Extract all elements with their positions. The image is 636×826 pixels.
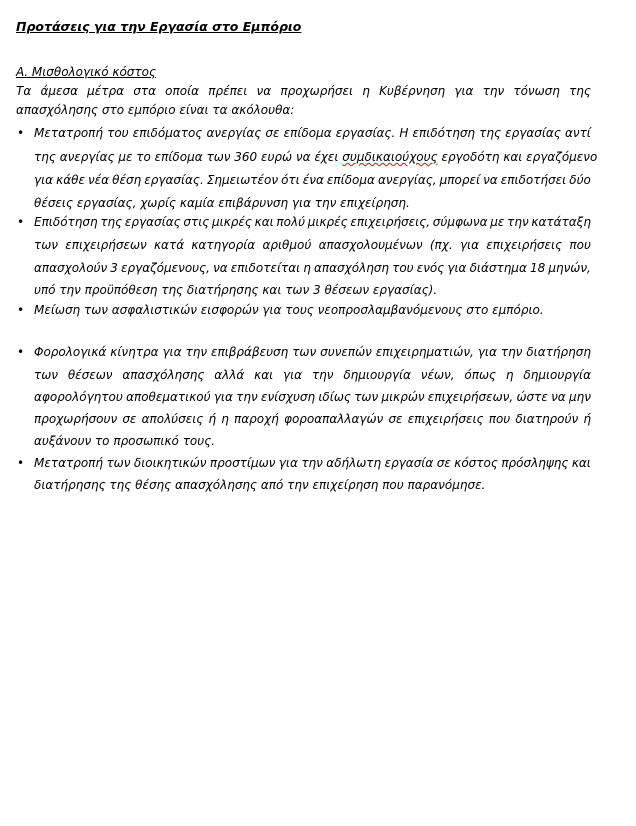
word: των — [34, 368, 58, 382]
word: να — [551, 390, 566, 404]
word: επιδοτήσει — [500, 173, 567, 187]
word: των — [106, 456, 131, 470]
word: η — [303, 261, 311, 275]
word: για — [283, 368, 303, 382]
word: 18 — [529, 261, 546, 275]
word: σε — [265, 126, 280, 140]
word: σε — [436, 456, 451, 470]
bullet-2-line-4: υπό την προϋπόθεση της διατήρησης και των 3 θέσεων εργασίας). — [34, 283, 438, 297]
word: αποθεματικού — [126, 390, 211, 404]
word: μέτρα — [87, 84, 125, 98]
word: όπως — [464, 368, 497, 382]
word: να — [483, 173, 498, 187]
word: ότι — [281, 173, 300, 187]
word: Μετατροπή — [34, 456, 103, 470]
word: ένα — [302, 173, 324, 187]
word: με — [490, 215, 505, 229]
word: δημιουργία — [343, 368, 411, 382]
word: στις — [183, 215, 210, 229]
word: την — [482, 84, 505, 98]
bullet-2-line-2 — [34, 236, 591, 254]
word: κάθε — [56, 173, 85, 187]
word: κατά — [153, 238, 185, 252]
word: απασχόλησης — [122, 368, 205, 382]
bullet-2-line-3 — [34, 259, 591, 277]
word: για — [278, 456, 298, 470]
word: δημιουργία — [523, 368, 591, 382]
bullet-marker: • — [17, 303, 25, 317]
word: του — [392, 261, 414, 275]
word: την — [301, 456, 323, 470]
word: του — [107, 126, 129, 140]
word: άμεσα — [40, 84, 78, 98]
word: αφορολόγητου — [34, 390, 123, 404]
bullet-marker: • — [17, 215, 25, 229]
word: επιχειρήσεις — [407, 412, 484, 426]
word: μηνών, — [548, 261, 591, 275]
word: να — [213, 261, 228, 275]
word: για — [213, 390, 233, 404]
bullet-1-line-3 — [34, 171, 591, 189]
bullet-5-line-2: διατήρησης της θέσης απασχόλησης από την επιχείρηση που παρανόμησε. — [34, 478, 486, 492]
bullet-5-line-1 — [34, 454, 591, 472]
word: αντί — [564, 126, 591, 140]
word: Επιδότηση — [34, 215, 98, 229]
word: την — [311, 368, 334, 382]
word: σε — [388, 412, 403, 426]
document-title: Προτάσεις για την Εργασία στο Εμπόριο — [16, 19, 302, 34]
word: εργασίας. — [335, 126, 396, 140]
word: πρέπει — [208, 84, 248, 98]
word: η — [505, 368, 514, 382]
word: επιβράβευση — [210, 345, 289, 359]
word: αδήλωτη — [326, 456, 382, 470]
word: θέσεων — [67, 368, 113, 382]
word: επιδοτείται — [230, 261, 301, 275]
word: διάστημα — [469, 261, 527, 275]
word: απολύσεις — [141, 412, 204, 426]
word: Η — [399, 126, 409, 140]
word: κίνητρα — [110, 345, 159, 359]
word: ανεργίας — [206, 126, 262, 140]
word: νέων, — [420, 368, 455, 382]
bullet-4-line-5: αυξάνουν το προσωπικό τους. — [34, 434, 216, 448]
word: που — [569, 238, 591, 252]
word: επιχειρήσεων, — [427, 390, 514, 404]
word: σύμφωνα — [432, 215, 488, 229]
word: κατάταξη — [531, 215, 591, 229]
bullet-4-line-1 — [34, 343, 591, 361]
bullet-4-line-2 — [34, 366, 591, 384]
intro-line-2: απασχόλησης στο εμπόριο είναι τα ακόλουθα: — [16, 103, 295, 117]
word: μικρές — [212, 215, 252, 229]
word: της — [569, 84, 591, 98]
bullet-1-line-2 — [34, 148, 597, 166]
word: τόνωση — [513, 84, 560, 98]
word: ή — [583, 412, 591, 426]
word: η — [221, 412, 229, 426]
bullet-4-line-4 — [34, 410, 591, 428]
word: ιδίως — [318, 390, 351, 404]
word: απασχόληση — [314, 261, 390, 275]
section-heading: Α. Μισθολογικό κόστος — [16, 65, 157, 79]
word: να — [256, 84, 272, 98]
word: που — [488, 412, 511, 426]
word: την — [236, 390, 258, 404]
word: απασχολούν — [34, 261, 108, 275]
word: στα — [133, 84, 156, 98]
word: για — [454, 84, 474, 98]
word: 3 — [110, 261, 118, 275]
word: για — [162, 345, 182, 359]
word: ώστε — [516, 390, 548, 404]
word: ενός — [416, 261, 445, 275]
word: για — [459, 238, 480, 252]
word: απασχολουμένων — [318, 238, 423, 252]
word: προχωρήσει — [280, 84, 354, 98]
word: και — [571, 456, 591, 470]
word: εργασία — [384, 456, 434, 470]
word: κόστος — [454, 456, 498, 470]
word: για — [447, 261, 467, 275]
word: προστίμων — [209, 456, 276, 470]
word: επιδότηση — [412, 126, 476, 140]
word: επίδομα — [326, 173, 375, 187]
word: επιχειρήσεις, — [350, 215, 431, 229]
word: για — [477, 345, 497, 359]
bullet-marker: • — [17, 456, 25, 470]
word: και — [254, 368, 274, 382]
word: Σημειωτέον — [206, 173, 279, 187]
word: επιχειρηματιών, — [375, 345, 474, 359]
word: προχωρήσουν — [34, 412, 118, 426]
word: παροχή — [234, 412, 279, 426]
word: αλλά — [214, 368, 245, 382]
word: μικρές — [307, 215, 348, 229]
bullet-marker: • — [17, 126, 25, 140]
word: των — [34, 238, 58, 252]
word: αριθμού — [262, 238, 312, 252]
word: η — [362, 84, 370, 98]
word: δύο — [569, 173, 591, 187]
word: την — [500, 345, 523, 359]
word: σε — [122, 412, 137, 426]
word: πολύ — [276, 215, 306, 229]
word: την — [507, 215, 529, 229]
bullet-1-line-4: θέσεις εργασίας, χωρίς καμία επιβάρυνση για την επιχείρηση. — [34, 196, 410, 210]
word: και — [254, 215, 274, 229]
word: διατηρούν — [515, 412, 579, 426]
word: φοροαπαλλαγών — [284, 412, 384, 426]
word: μπορεί — [439, 173, 481, 187]
word: ανεργίας, — [377, 173, 437, 187]
word: ενίσχυση — [260, 390, 316, 404]
word: (πχ. — [429, 238, 453, 252]
word: εργασίας — [505, 126, 561, 140]
misspelled-word: συμδικαιούχους — [342, 150, 438, 164]
word: θέση — [112, 173, 142, 187]
word: εργαζόμενους, — [121, 261, 210, 275]
word: της — [479, 126, 502, 140]
word: των — [292, 345, 317, 359]
word: πρόσληψης — [501, 456, 569, 470]
bullet-1-text-a: της ανεργίας με το επίδομα των 360 ευρώ να έχει — [34, 150, 339, 164]
word: κατηγορία — [191, 238, 256, 252]
word: για — [34, 173, 54, 187]
word: διοικητικών — [133, 456, 207, 470]
word: επίδομα — [283, 126, 332, 140]
word: συνεπών — [320, 345, 372, 359]
word: οποία — [165, 84, 200, 98]
intro-line-1 — [16, 82, 591, 100]
word: Τα — [16, 84, 32, 98]
word: νέα — [87, 173, 110, 187]
word: εργασίας. — [144, 173, 204, 187]
word: Κυβέρνηση — [379, 84, 446, 98]
word: των — [354, 390, 379, 404]
bullet-4-line-3 — [34, 388, 591, 406]
bullet-3-line-1: Μείωση των ασφαλιστικών εισφορών για τους νεοπροσλαμβανόμενους στο εμπόριο. — [34, 303, 544, 317]
bullet-marker: • — [17, 345, 25, 359]
word: Φορολογικά — [34, 345, 107, 359]
word: επιχειρήσεις — [486, 238, 563, 252]
word: επιχειρήσεων — [65, 238, 147, 252]
word: της — [100, 215, 123, 229]
bullet-1-line-1 — [34, 124, 591, 142]
word: την — [185, 345, 208, 359]
word: ή — [208, 412, 217, 426]
word: επιδόματος — [132, 126, 203, 140]
word: εργασίας — [124, 215, 181, 229]
word: μικρών — [381, 390, 425, 404]
bullet-1-text-b: εργοδότη και εργαζόμενο — [441, 150, 598, 164]
bullet-2-line-1 — [34, 213, 591, 231]
word: διατήρηση — [526, 345, 591, 359]
word: μην — [568, 390, 591, 404]
word: Μετατροπή — [34, 126, 103, 140]
